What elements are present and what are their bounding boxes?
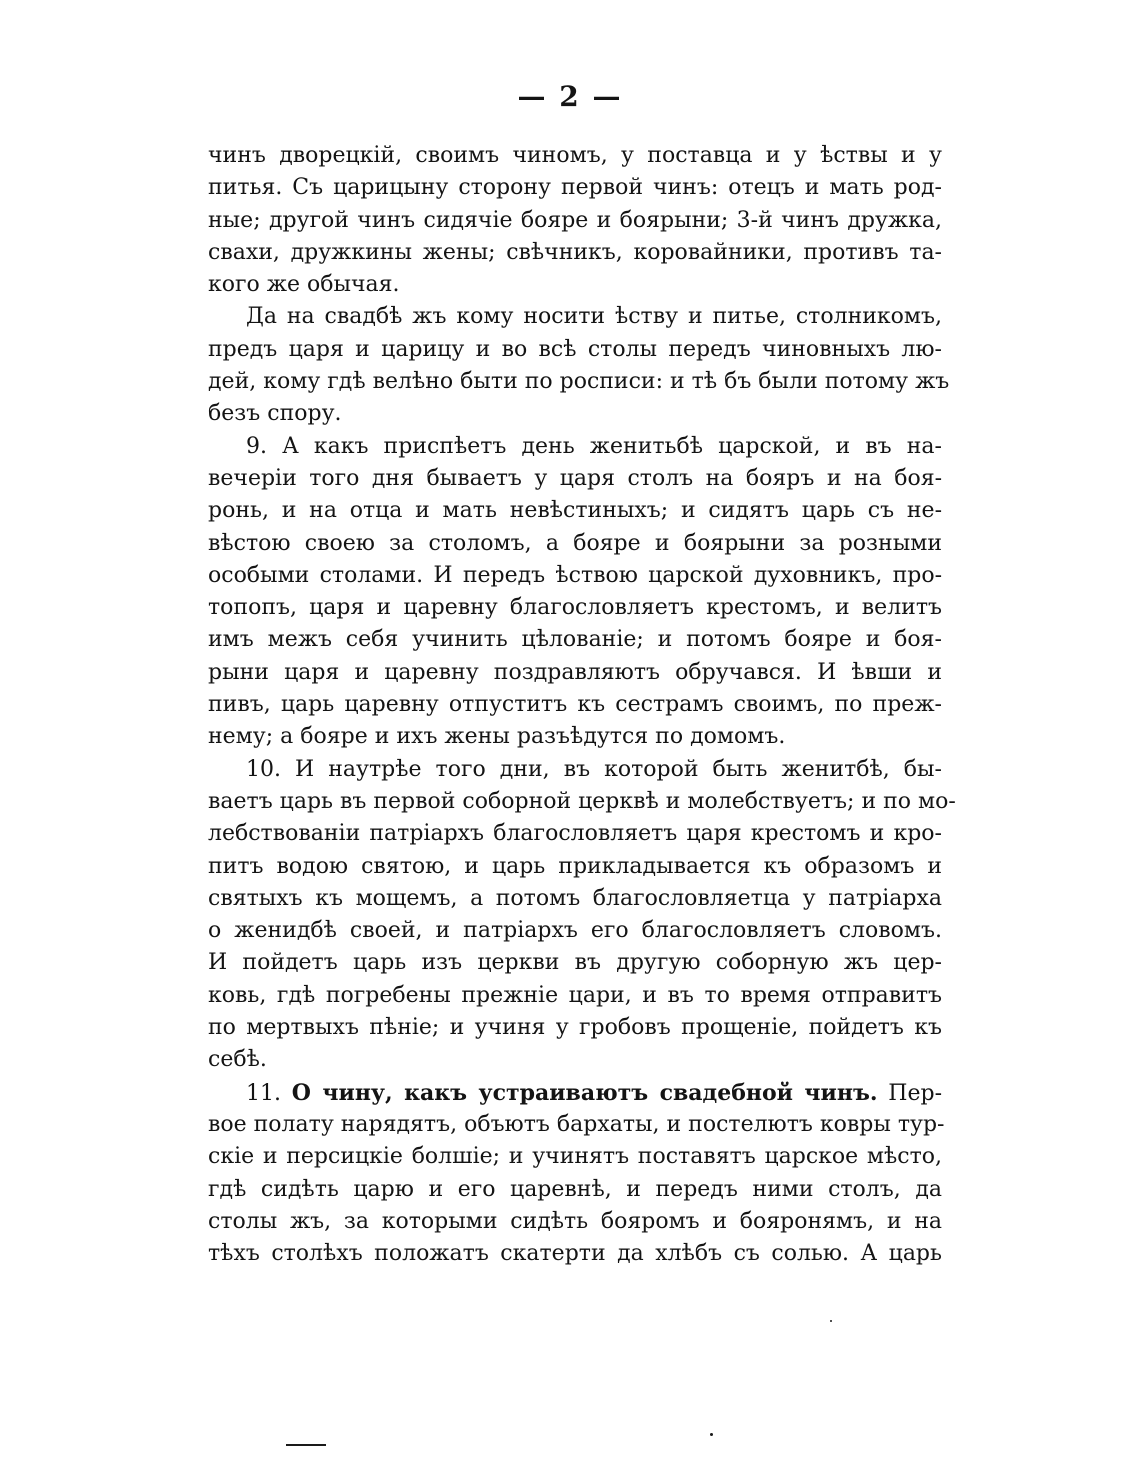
text-line: пивъ, царь царевну отпуститъ къ сестрамъ своимъ, по преж- xyxy=(208,692,942,718)
paragraph-1 xyxy=(208,140,942,301)
paragraph-2 xyxy=(208,301,950,430)
text-line: питъ водою святою, и царь прикладывается къ образомъ и xyxy=(208,853,942,879)
text-line: ные; другой чинъ сидячіе бояре и боярыни; 3-й чинъ дружка, xyxy=(208,207,942,233)
paragraph-10 xyxy=(208,754,956,1077)
scan-dot-mark xyxy=(830,1320,832,1322)
text-line: рыни царя и царевну поздравляютъ обручався. И ѣвши и xyxy=(208,659,942,685)
section-title: О чину, какъ устраиваютъ свадебной чинъ. xyxy=(291,1079,878,1106)
text-body xyxy=(208,140,956,1270)
paragraph-9 xyxy=(208,431,942,754)
scan-dot-mark xyxy=(710,1433,713,1436)
text-line: Да на свадбѣ жъ кому носити ѣству и питье, столникомъ, xyxy=(246,304,942,330)
section-continuation: Пер- xyxy=(888,1080,943,1106)
section-heading-line xyxy=(208,1077,942,1109)
text-line: ронь, и на отца и мать невѣстиныхъ; и сидятъ царь съ не- xyxy=(208,498,942,524)
paragraph-11 xyxy=(208,1077,945,1271)
section-number: 11. xyxy=(246,1080,281,1106)
text-line: скіе и персицкіе болшіе; и учинятъ поставятъ царское мѣсто, xyxy=(208,1144,942,1170)
text-line: предъ царя и царицу и во всѣ столы передъ чиновныхъ лю- xyxy=(208,336,942,362)
text-line: кого же обычая. xyxy=(208,272,400,298)
text-line: о женидбѣ своей, и патріархъ его благословляетъ словомъ. xyxy=(208,918,942,944)
text-line: безъ спору. xyxy=(208,401,342,427)
text-line: свахи, дружкины жены; свѣчникъ, коровайники, противъ та- xyxy=(208,239,942,265)
text-line: особыми столами. И передъ ѣствою царской духовникъ, про- xyxy=(208,562,942,588)
scan-dash-mark xyxy=(286,1444,326,1446)
text-line: 9. А какъ приспѣетъ день женитьбѣ царской, и въ на- xyxy=(246,433,942,459)
text-line: ковь, гдѣ погребены прежніе цари, и въ то время отправитъ xyxy=(208,982,942,1008)
text-line: святыхъ къ мощемъ, а потомъ благословляетца у патріарха xyxy=(208,885,942,911)
text-line: топопъ, царя и царевну благословляетъ крестомъ, и велитъ xyxy=(208,595,942,621)
text-line: имъ межъ себя учинить цѣлованіе; и потомъ бояре и боя- xyxy=(208,627,942,653)
text-line: гдѣ сидѣть царю и его царевнѣ, и передъ ними столъ, да xyxy=(208,1176,942,1202)
page-number: — 2 — xyxy=(517,80,623,113)
text-line: дей, кому гдѣ велѣно быти по росписи: и тѣ бъ были потому жъ xyxy=(208,369,950,395)
text-line: ваетъ царь въ первой соборной церквѣ и молебствуетъ; и по мо- xyxy=(208,788,956,814)
text-line: лебствованіи патріархъ благословляетъ царя крестомъ и кро- xyxy=(208,821,942,847)
text-line: вое полату нарядятъ, объютъ бархаты, и постелютъ ковры тур- xyxy=(208,1111,945,1137)
text-line: И пойдетъ царь изъ церкви въ другую соборную жъ цер- xyxy=(208,950,942,976)
text-line: чинъ дворецкій, своимъ чиномъ, у поставца и у ѣствы и у xyxy=(208,143,942,168)
text-line: себѣ. xyxy=(208,1047,267,1073)
text-line: тѣхъ столѣхъ положатъ скатерти да хлѣбъ съ солью. А царь xyxy=(208,1241,942,1267)
text-line: вечеріи того дня бываетъ у царя столъ на бояръ и на боя- xyxy=(208,465,942,491)
text-line: питья. Съ царицыну сторону первой чинъ: отецъ и мать род- xyxy=(208,175,942,201)
text-line: вѣстою своею за столомъ, а бояре и боярыни за розными xyxy=(208,530,942,556)
text-line: столы жъ, за которыми сидѣть бояромъ и боярoнямъ, и на xyxy=(208,1208,942,1234)
text-line: нему; а бояре и ихъ жены разъѣдутся по домомъ. xyxy=(208,724,786,750)
text-line: 10. И наутрѣе того дни, въ которой быть женитбѣ, бы- xyxy=(246,756,942,782)
text-line: по мертвыхъ пѣніе; и учиня у гробовъ прощеніе, пойдетъ къ xyxy=(208,1015,942,1041)
